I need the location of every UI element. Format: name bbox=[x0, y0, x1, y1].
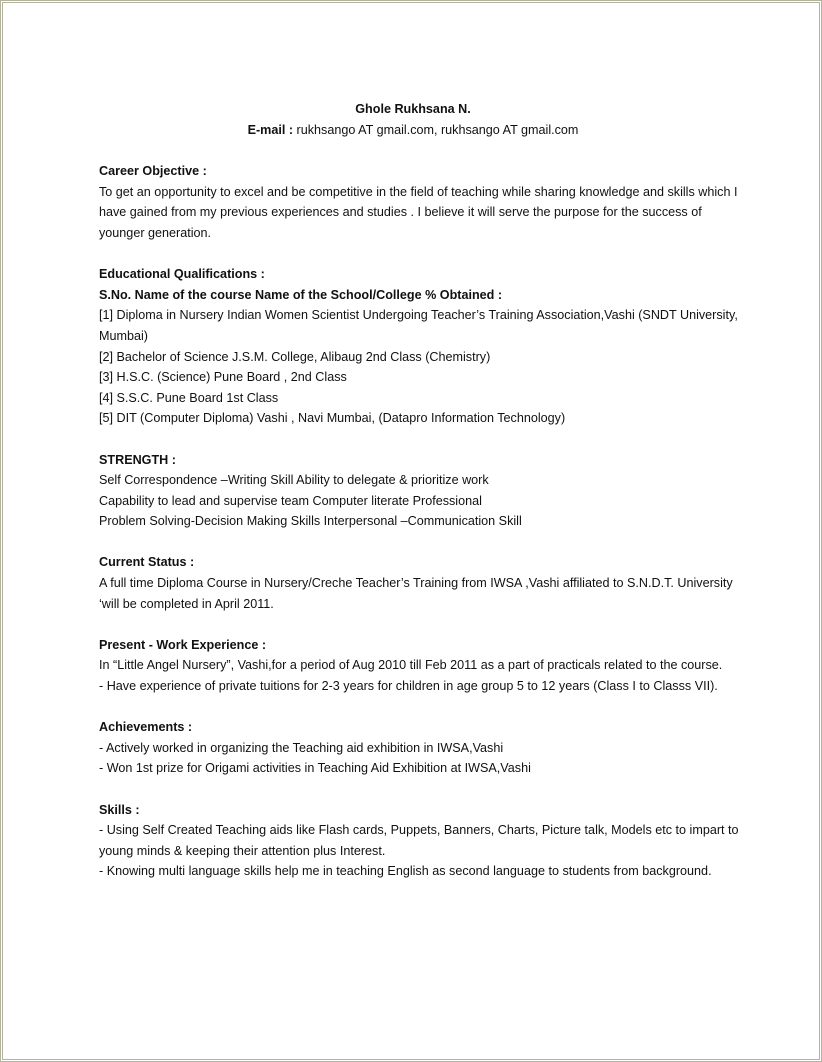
education-section bbox=[99, 264, 739, 429]
education-item: [4] S.S.C. Pune Board 1st Class bbox=[99, 390, 279, 405]
education-item: [2] Bachelor of Science J.S.M. College, Alibaug 2nd Class (Chemistry) bbox=[99, 349, 491, 364]
skill-item: - Using Self Created Teaching aids like Flash cards, Puppets, Banners, Charts, Picture talk, Models etc to impart to young minds & keeping their attention plus Interest. bbox=[99, 823, 739, 858]
skill-item: - Knowing multi language skills help me in teaching English as second language to students from background. bbox=[99, 864, 712, 879]
skills-section bbox=[99, 800, 739, 882]
resume-header bbox=[99, 99, 727, 141]
work-experience-item: In “Little Angel Nursery”, Vashi,for a period of Aug 2010 till Feb 2011 as a part of practicals related to the course. bbox=[99, 658, 723, 673]
email-line bbox=[99, 120, 727, 141]
education-table-header: S.No. Name of the course Name of the School/College % Obtained : bbox=[99, 287, 503, 302]
education-item: [1] Diploma in Nursery Indian Women Scientist Undergoing Teacher’s Training Association,Vashi (SNDT University, Mumbai) bbox=[99, 308, 738, 343]
achievement-item: - Won 1st prize for Origami activities in Teaching Aid Exhibition at IWSA,Vashi bbox=[99, 761, 531, 776]
current-status-section bbox=[99, 552, 739, 614]
career-objective-section bbox=[99, 161, 739, 243]
email-label: E-mail : bbox=[247, 123, 294, 137]
achievement-item: - Actively worked in organizing the Teaching aid exhibition in IWSA,Vashi bbox=[99, 740, 504, 755]
skills-heading: Skills : bbox=[99, 802, 140, 817]
strength-item: Self Correspondence –Writing Skill Ability to delegate & prioritize work bbox=[99, 473, 489, 488]
strength-item: Problem Solving-Decision Making Skills Interpersonal –Communication Skill bbox=[99, 514, 522, 529]
strength-section bbox=[99, 450, 739, 532]
strength-heading: STRENGTH : bbox=[99, 452, 176, 467]
candidate-name: Ghole Rukhsana N. bbox=[355, 102, 471, 116]
strength-item: Capability to lead and supervise team Computer literate Professional bbox=[99, 493, 482, 508]
resume-content bbox=[99, 99, 739, 882]
achievements-heading: Achievements : bbox=[99, 720, 193, 735]
email-value: rukhsango AT gmail.com, rukhsango AT gmail.com bbox=[293, 123, 579, 137]
career-objective-heading: Career Objective : bbox=[99, 164, 207, 179]
current-status-text: A full time Diploma Course in Nursery/Creche Teacher’s Training from IWSA ,Vashi affiliated to S.N.D.T. University ‘will be completed in April 2011. bbox=[99, 576, 733, 611]
achievements-section bbox=[99, 717, 739, 779]
work-experience-section bbox=[99, 635, 739, 697]
education-item: [5] DIT (Computer Diploma) Vashi , Navi Mumbai, (Datapro Information Technology) bbox=[99, 411, 566, 426]
education-heading: Educational Qualifications : bbox=[99, 267, 265, 282]
work-experience-heading: Present - Work Experience : bbox=[99, 637, 267, 652]
education-item: [3] H.S.C. (Science) Pune Board , 2nd Class bbox=[99, 370, 347, 385]
current-status-heading: Current Status : bbox=[99, 555, 195, 570]
career-objective-text: To get an opportunity to excel and be competitive in the field of teaching while sharing knowledge and skills which I have gained from my previous experiences and studies . I believe it will serve the purpose for the success of younger generation. bbox=[99, 184, 738, 240]
work-experience-item: - Have experience of private tuitions for 2-3 years for children in age group 5 to 12 years (Class I to Classs VII). bbox=[99, 679, 718, 694]
